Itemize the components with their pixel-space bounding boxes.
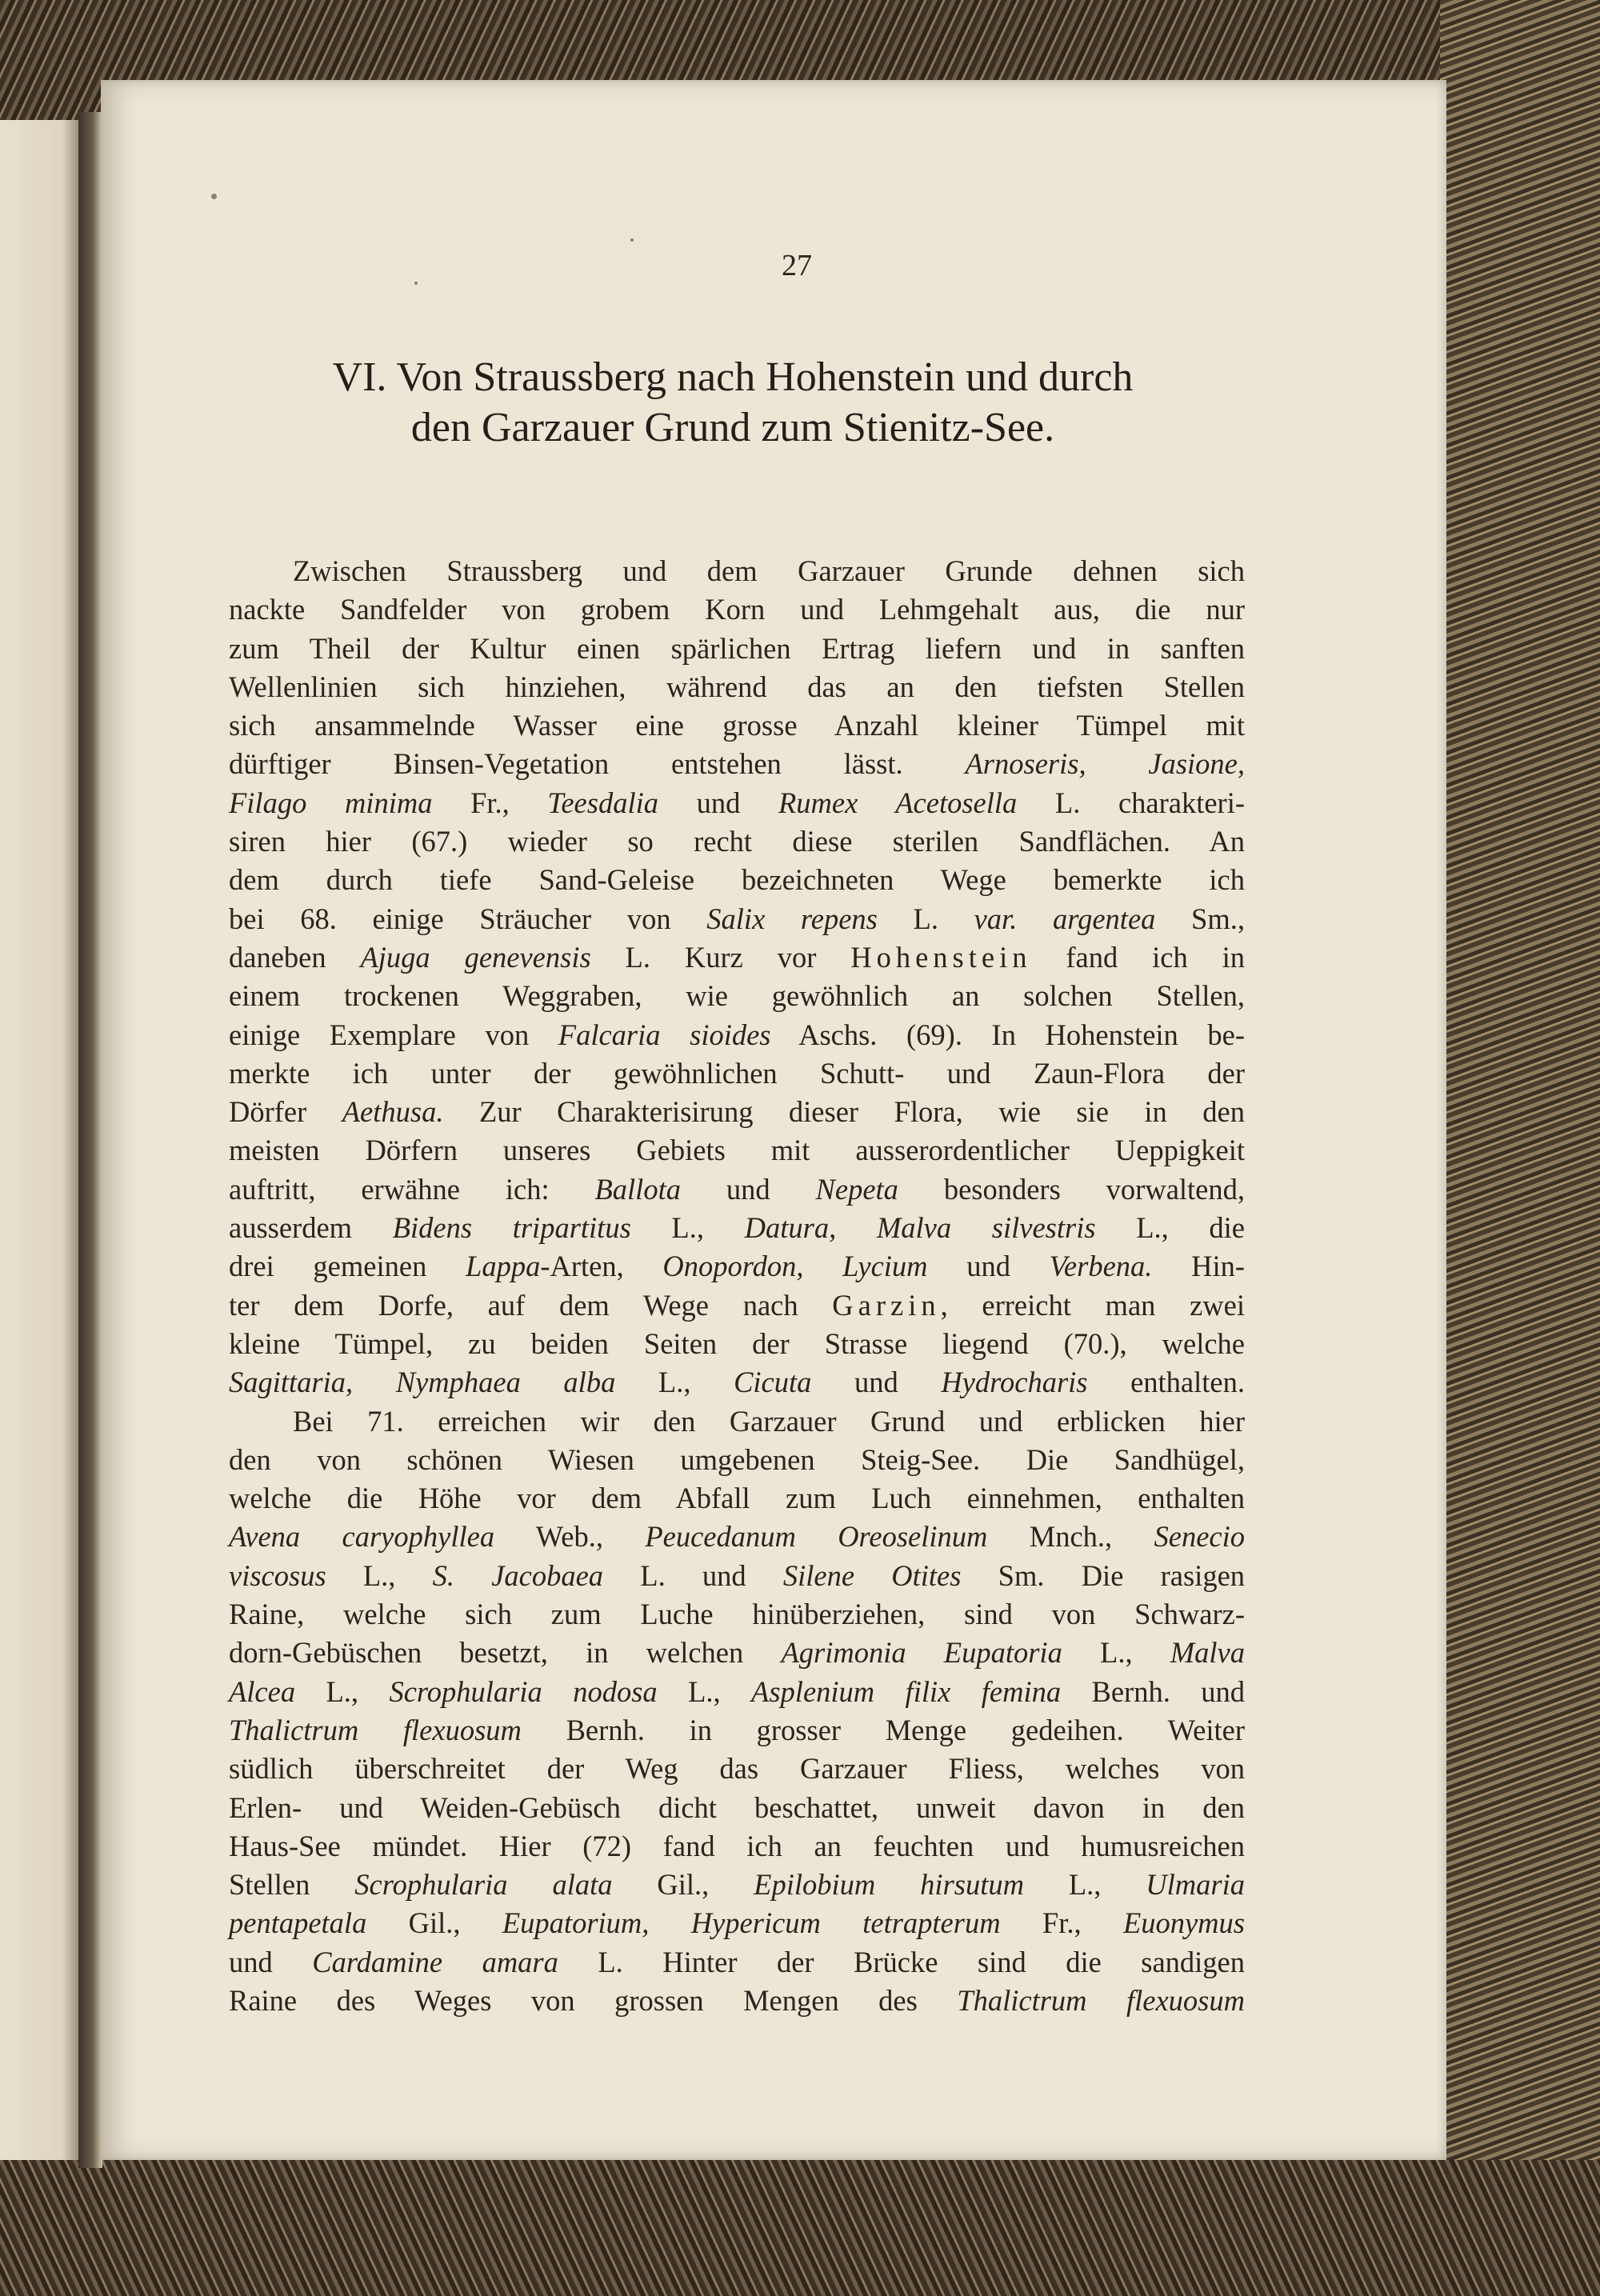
- text-line: Alcea L., Scrophularia nodosa L., Asplenium filix femina Bernh. und: [229, 1674, 1246, 1708]
- text-line: Avena caryophyllea Web., Peucedanum Oreoselinum Mnch., Senecio: [229, 1520, 1245, 1554]
- text-line: drei gemeinen Lappa-Arten, Onopordon, Lycium und Verbena. Hin-: [229, 1250, 1245, 1283]
- book-binding-bottom: [0, 2160, 1600, 2296]
- text-line: merkte ich unter der gewöhnlichen Schutt- und Zaun-Flora der: [229, 1056, 1245, 1090]
- chapter-heading-line-1: VI. Von Straussberg nach Hohenstein und durch: [332, 354, 1134, 400]
- text-line: Sagittaria, Nymphaea alba L., Cicuta und Hydrocharis enthalten.: [229, 1366, 1245, 1399]
- text-line: nackte Sandfelder von grobem Korn und Lehmgehalt aus, die nur: [229, 593, 1245, 626]
- text-line: bei 68. einige Sträucher von Salix repens L. var. argentea Sm.,: [229, 902, 1245, 935]
- text-line: welche die Höhe vor dem Abfall zum Luch einnehmen, enthalten: [229, 1482, 1245, 1515]
- text-line: Wellenlinien sich hinziehen, während das an den tiefsten Stellen: [229, 670, 1245, 703]
- text-line: daneben Ajuga genevensis L. Kurz vor Hohenstein fand ich in: [229, 940, 1245, 974]
- page-number: 27: [782, 249, 812, 282]
- text-line: dürftiger Binsen-Vegetation entstehen lässt. Arnoseris, Jasione,: [229, 747, 1246, 781]
- text-line: einem trockenen Weggraben, wie gewöhnlich an solchen Stellen,: [229, 979, 1245, 1013]
- page-speck: [211, 194, 217, 199]
- text-line: den von schönen Wiesen umgebenen Steig-See. Die Sandhügel,: [229, 1442, 1245, 1476]
- chapter-heading-line-2: den Garzauer Grund zum Stienitz-See.: [410, 405, 1055, 450]
- text-line: ter dem Dorfe, auf dem Wege nach Garzin, erreicht man zwei: [229, 1288, 1245, 1322]
- text-line: viscosus L., S. Jacobaea L. und Silene Otites Sm. Die rasigen: [229, 1558, 1246, 1592]
- text-line: Filago minima Fr., Teesdalia und Rumex Acetosella L. charakteri-: [229, 786, 1245, 819]
- page-speck: [414, 282, 418, 285]
- text-line: Erlen- und Weiden-Gebüsch dicht beschattet, unweit davon in den: [229, 1790, 1245, 1824]
- body-text: [229, 552, 1245, 2020]
- text-line: Thalictrum flexuosum Bernh. in grosser Menge gedeihen. Weiter: [229, 1713, 1245, 1746]
- text-line: Bei 71. erreichen wir den Garzauer Grund und erblicken hier: [293, 1404, 1245, 1438]
- page-speck: [630, 238, 634, 242]
- book-binding-right: [1440, 0, 1600, 2296]
- text-line: Haus-See mündet. Hier (72) fand ich an feuchten und humusreichen: [229, 1829, 1245, 1862]
- text-line: Stellen Scrophularia alata Gil., Epilobium hirsutum L., Ulmaria: [229, 1868, 1245, 1902]
- book-gutter: [78, 112, 102, 2168]
- text-line: kleine Tümpel, zu beiden Seiten der Strasse liegend (70.), welche: [229, 1326, 1245, 1360]
- text-line: Raine, welche sich zum Luche hinüberziehen, sind von Schwarz-: [229, 1598, 1245, 1631]
- text-line: siren hier (67.) wieder so recht diese sterilen Sandflächen. An: [229, 825, 1245, 858]
- text-line: Dörfer Aethusa. Zur Charakterisirung dieser Flora, wie sie in den: [229, 1095, 1245, 1129]
- text-line: ausserdem Bidens tripartitus L., Datura, Malva silvestris L., die: [229, 1211, 1246, 1245]
- text-line: südlich überschreitet der Weg das Garzauer Fliess, welches von: [229, 1752, 1245, 1786]
- text-line: auftritt, erwähne ich: Ballota und Nepeta besonders vorwaltend,: [229, 1172, 1246, 1206]
- text-line: dem durch tiefe Sand-Geleise bezeichneten Wege bemerkte ich: [229, 863, 1245, 897]
- text-line: einige Exemplare von Falcaria sioides Aschs. (69). In Hohenstein be-: [229, 1018, 1245, 1051]
- book-page: [101, 80, 1446, 2160]
- text-line: zum Theil der Kultur einen spärlichen Ertrag liefern und in sanften: [229, 631, 1245, 665]
- left-page-edge: [0, 120, 78, 2160]
- text-line: sich ansammelnde Wasser eine grosse Anzahl kleiner Tümpel mit: [229, 709, 1245, 742]
- text-line: und Cardamine amara L. Hinter der Brücke sind die sandigen: [229, 1945, 1246, 1978]
- text-line: Raine des Weges von grossen Mengen des Thalictrum flexuosum: [229, 1983, 1245, 2017]
- chapter-heading: [229, 352, 1237, 453]
- text-line: meisten Dörfern unseres Gebiets mit ausserordentlicher Ueppigkeit: [229, 1134, 1245, 1167]
- text-line: Zwischen Straussberg und dem Garzauer Grunde dehnen sich: [293, 554, 1245, 587]
- text-line: dorn-Gebüschen besetzt, in welchen Agrimonia Eupatoria L., Malva: [229, 1636, 1246, 1670]
- text-line: pentapetala Gil., Eupatorium, Hypericum tetrapterum Fr., Euonymus: [229, 1906, 1245, 1940]
